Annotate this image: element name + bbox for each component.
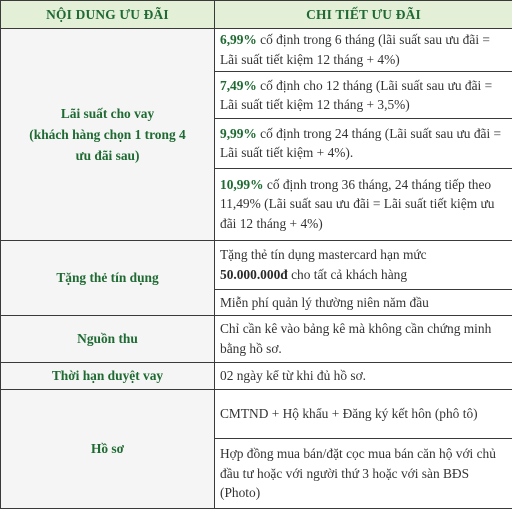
documents-item-1: CMTND + Hộ khẩu + Đăng ký kết hôn (phô tô)	[215, 389, 512, 438]
loan-option-row	[1, 28, 512, 71]
credit-card-line1: Tặng thẻ tín dụng mastercard hạn mức	[220, 247, 427, 263]
loan-option-rate: 7,49%	[220, 77, 257, 93]
documents-item-2: Hợp đồng mua bán/đặt cọc mua bán căn hộ với chủ đầu tư hoặc với người thứ 3 hoặc với sàn BĐS (Photo)	[215, 439, 512, 509]
loan-rate-title	[1, 28, 215, 240]
loan-option-rate: 9,99%	[220, 125, 257, 141]
loan-rate-title-line1: Lãi suất cho vay	[60, 105, 155, 121]
documents-row	[1, 389, 512, 438]
credit-card-amount: 50.000.000đ	[220, 266, 288, 282]
loan-option-2	[215, 71, 512, 118]
loan-option-3	[215, 119, 512, 168]
loan-rate-title-line3: ưu đãi sau)	[75, 147, 140, 163]
loan-option-text: cố định trong 36 tháng, 24 tháng tiếp theo 11,49% (Lãi suất sau ưu đãi = Lãi suất tiết kiệm ưu đãi 12 tháng + 4%)	[220, 176, 495, 231]
credit-card-detail	[215, 240, 512, 289]
loan-option-rate: 10,99%	[220, 176, 264, 192]
credit-card-title: Tặng thẻ tín dụng	[1, 240, 215, 315]
credit-card-fee: Miễn phí quản lý thường niên năm đầu	[215, 289, 512, 315]
approval-row	[1, 362, 512, 389]
approval-detail: 02 ngày kể từ khi đủ hồ sơ.	[215, 362, 512, 389]
loan-option-rate: 6,99%	[220, 32, 257, 48]
header-row	[1, 1, 512, 29]
income-row	[1, 315, 512, 362]
loan-rate-title-line2: (khách hàng chọn 1 trong 4	[29, 126, 186, 142]
loan-option-text: cố định cho 12 tháng (Lãi suất sau ưu đãi = Lãi suất tiết kiệm 12 tháng + 3,5%)	[220, 77, 493, 113]
header-content: NỘI DUNG ƯU ĐÃI	[1, 1, 215, 29]
income-title: Nguồn thu	[1, 315, 215, 362]
approval-title: Thời hạn duyệt vay	[1, 362, 215, 389]
loan-option-1	[215, 28, 512, 71]
header-details: CHI TIẾT ƯU ĐÃI	[215, 1, 512, 29]
loan-option-text: cố định trong 24 tháng (Lãi suất sau ưu đãi = Lãi suất tiết kiệm + 4%).	[220, 125, 502, 161]
income-detail: Chỉ cần kê vào bảng kê mà không cần chứng minh bằng hồ sơ.	[215, 315, 512, 362]
loan-option-text: cố định trong 6 tháng (lãi suất sau ưu đãi = Lãi suất tiết kiệm 12 tháng + 4%)	[220, 32, 490, 67]
loan-option-4	[215, 168, 512, 240]
documents-title: Hồ sơ	[1, 389, 215, 508]
credit-card-row	[1, 240, 512, 289]
credit-card-line1-end: cho tất cả khách hàng	[287, 266, 408, 282]
